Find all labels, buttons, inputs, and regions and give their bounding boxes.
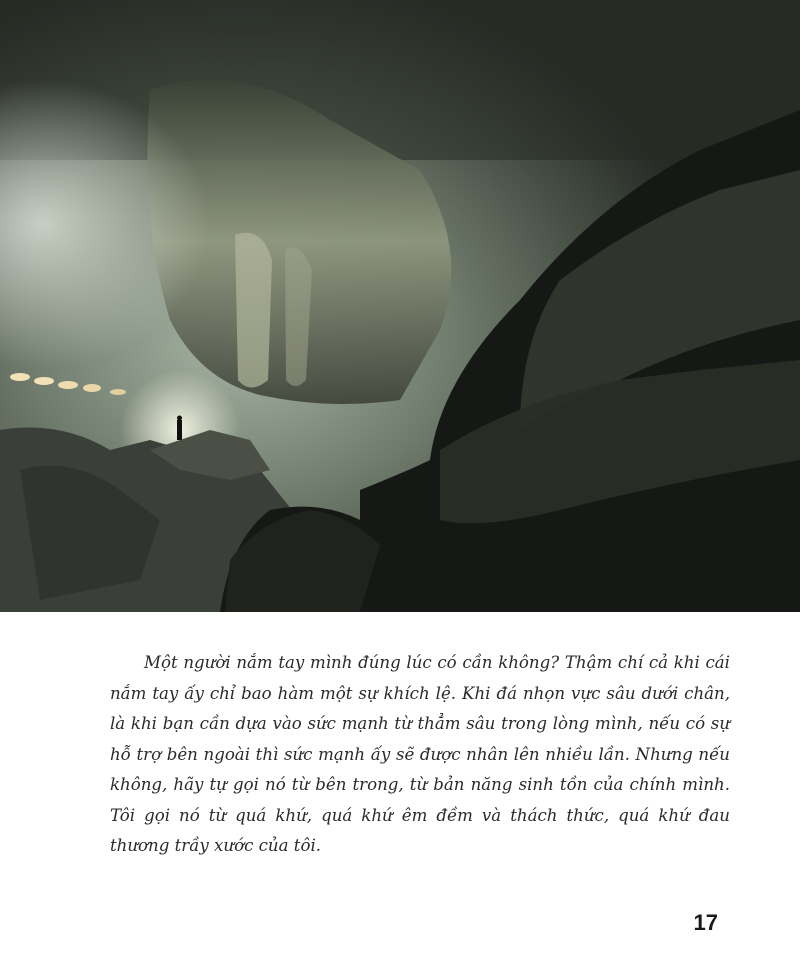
explorer-silhouette [177,420,182,440]
body-paragraph: Một người nắm tay mình đúng lúc có cần không? Thậm chí cả khi cái nắm tay ấy chỉ bao hàm một sự khích lệ. Khi đá nhọn vực sâu dưới chân, là khi bạn cần dựa vào sức mạnh từ thẳm sâu trong lòng mình, nếu có sự hỗ trợ bên ngoài thì sức mạnh ấy sẽ được nhân lên nhiều lần. Nhưng nếu không, hãy tự gọi nó từ bên trong, từ bản năng sinh tồn của chính mình. Tôi gọi nó từ quá khứ, quá khứ êm đềm và thách thức, quá khứ đau thương trầy xước của tôi. [110,653,730,855]
page-number: 17 [693,910,718,935]
